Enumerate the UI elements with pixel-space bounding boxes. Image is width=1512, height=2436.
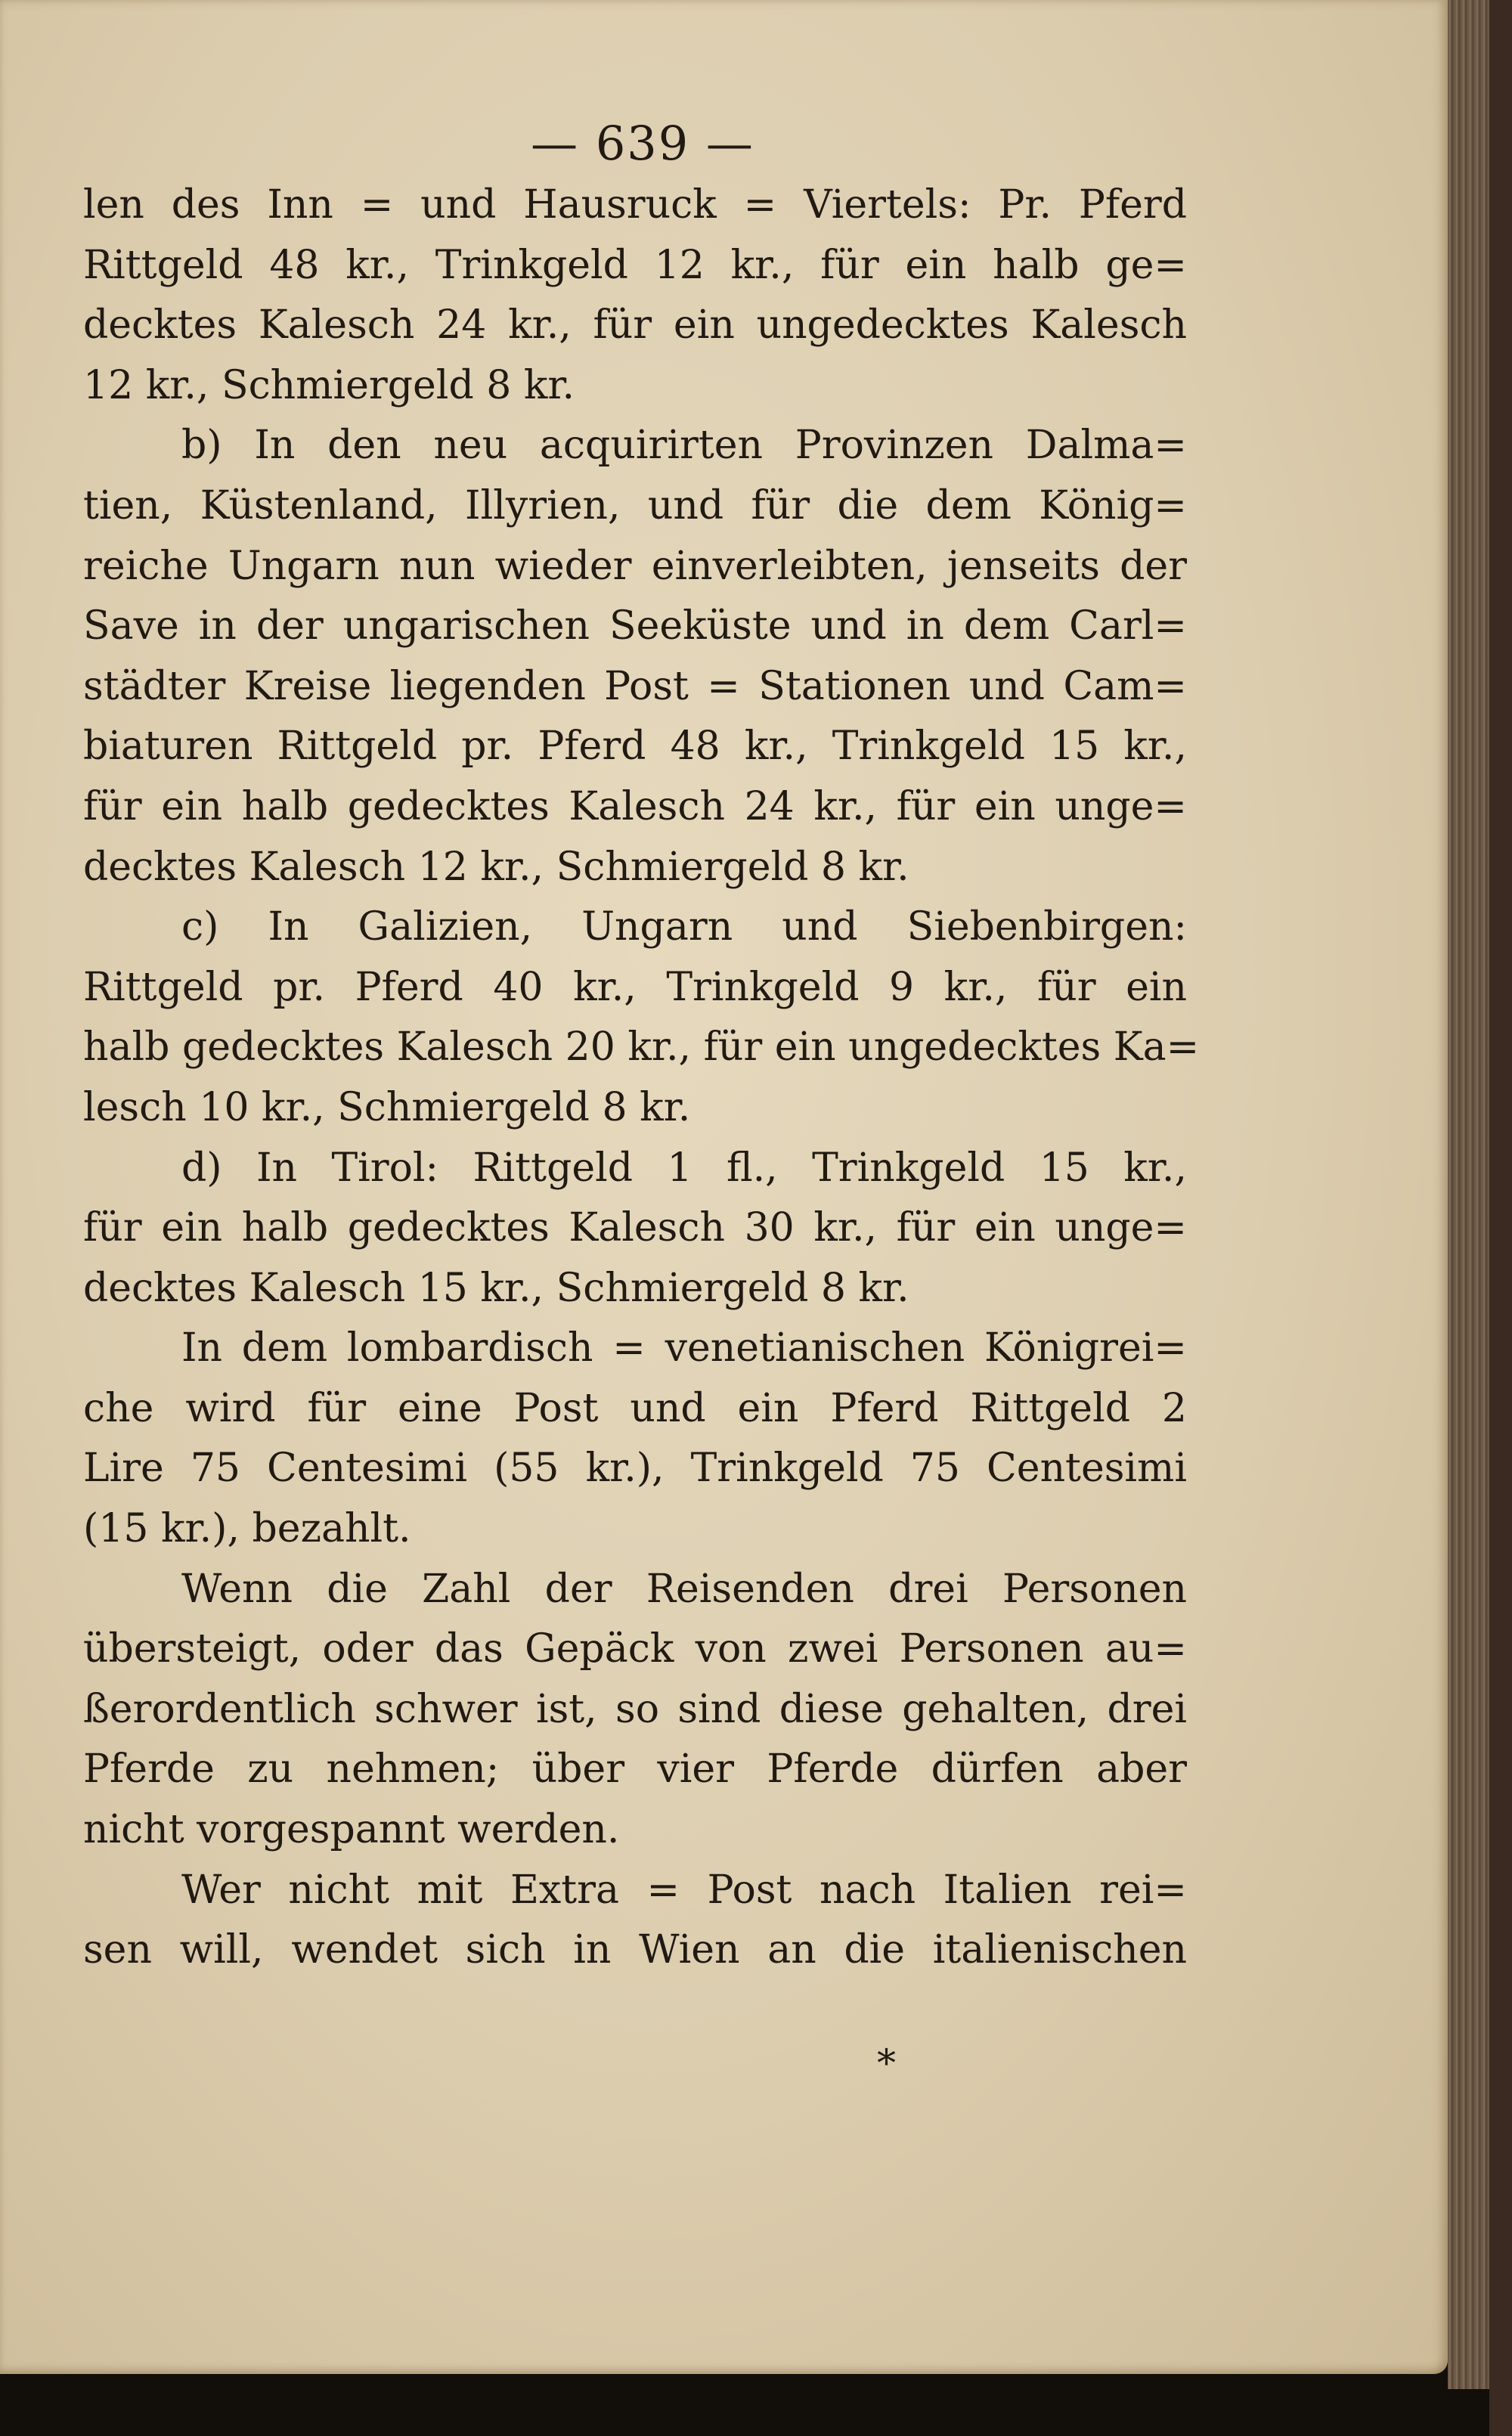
text-line: biaturen Rittgeld pr. Pferd 48 kr., Trinkgeld 15 kr., bbox=[83, 724, 1187, 770]
text-line: len des Inn = und Hausruck = Viertels: Pr. Pferd bbox=[83, 182, 1187, 228]
text-line: Rittgeld 48 kr., Trinkgeld 12 kr., für ein halb ge= bbox=[83, 242, 1187, 288]
text-line: Lire 75 Centesimi (55 kr.), Trinkgeld 75 Centesimi bbox=[83, 1446, 1187, 1492]
text-line: decktes Kalesch 12 kr., Schmiergeld 8 kr. bbox=[83, 844, 909, 890]
text-line: che wird für eine Post und ein Pferd Rittgeld 2 bbox=[83, 1385, 1187, 1431]
text-line: reiche Ungarn nun wieder einverleibten, jenseits der bbox=[83, 543, 1187, 589]
text-lines bbox=[83, 175, 1200, 1981]
text-line: (15 kr.), bezahlt. bbox=[83, 1506, 411, 1552]
text-line: städter Kreise liegenden Post = Stationen und Cam= bbox=[83, 663, 1187, 709]
text-line: tien, Küstenland, Illyrien, und für die dem König= bbox=[83, 482, 1187, 528]
text-line: halb gedecktes Kalesch 20 kr., für ein ungedecktes Ka= bbox=[83, 1024, 1200, 1071]
text-line: ßerordentlich schwer ist, so sind diese gehalten, drei bbox=[83, 1686, 1187, 1732]
text-line: c) In Galizien, Ungarn und Siebenbirgen: bbox=[181, 904, 1187, 950]
text-line: für ein halb gedecktes Kalesch 24 kr., für ein unge= bbox=[83, 783, 1187, 829]
text-line: decktes Kalesch 24 kr., für ein ungedecktes Kalesch bbox=[83, 302, 1187, 349]
page-text bbox=[83, 113, 1200, 1981]
text-line: Pferde zu nehmen; über vier Pferde dürfen aber bbox=[83, 1746, 1187, 1793]
text-line: Wenn die Zahl der Reisenden drei Personen bbox=[181, 1566, 1187, 1612]
text-line: nicht vorgespannt werden. bbox=[83, 1807, 620, 1853]
text-line: 12 kr., Schmiergeld 8 kr. bbox=[83, 362, 575, 408]
text-line: sen will, wendet sich in Wien an die italienischen bbox=[83, 1927, 1187, 1973]
text-line: übersteigt, oder das Gepäck von zwei Personen au= bbox=[83, 1626, 1187, 1672]
text-line: für ein halb gedecktes Kalesch 30 kr., für ein unge= bbox=[83, 1205, 1187, 1251]
text-line: decktes Kalesch 15 kr., Schmiergeld 8 kr. bbox=[83, 1265, 909, 1311]
text-line: Rittgeld pr. Pferd 40 kr., Trinkgeld 9 kr., für ein bbox=[83, 964, 1187, 1010]
text-line: lesch 10 kr., Schmiergeld 8 kr. bbox=[83, 1084, 691, 1130]
page-number: — 639 — bbox=[531, 116, 754, 171]
page-edges bbox=[1448, 0, 1489, 2389]
text-line: In dem lombardisch = venetianischen Königrei= bbox=[181, 1325, 1187, 1371]
book-cover-edge bbox=[1489, 0, 1512, 2436]
text-line: Save in der ungarischen Seeküste und in dem Carl= bbox=[83, 603, 1187, 649]
text-line: d) In Tirol: Rittgeld 1 fl., Trinkgeld 15 kr., bbox=[181, 1145, 1187, 1191]
signature-mark: * bbox=[877, 2041, 896, 2085]
text-line: Wer nicht mit Extra = Post nach Italien rei= bbox=[181, 1867, 1187, 1913]
text-line: b) In den neu acquirirten Provinzen Dalma= bbox=[181, 423, 1187, 469]
